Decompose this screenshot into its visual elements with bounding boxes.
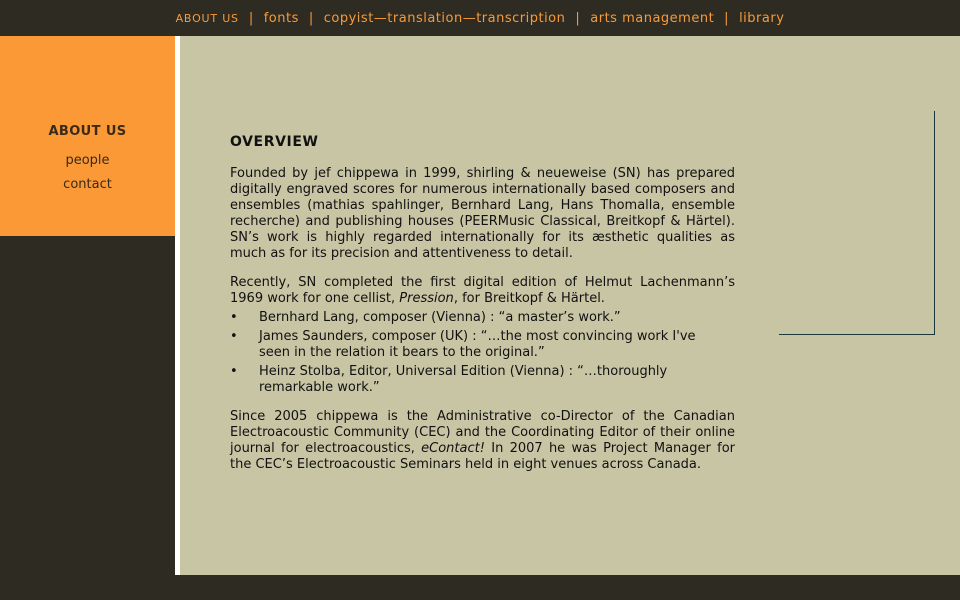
overview-paragraph: Founded by jef chippewa in 1999, shirling & neueweise (SN) has prepared digitally engraved scores for numerous internationally based composers and ensembles (mathias spahlinger, Bernhard Lang, Hans Thomalla, ensemble recherche) and publishing houses (PEERMusic Classical, Breitkopf & Härtel). SN’s work is highly regarded internationally for its æsthetic qualities as much as for its precision and attentiveness to detail. — [230, 166, 735, 261]
bullet-icon: • — [230, 329, 238, 344]
cec-paragraph — [230, 409, 735, 473]
list-item — [230, 329, 735, 361]
paragraph-text: , for Breitkopf & Härtel. — [453, 291, 605, 306]
top-navigation — [0, 0, 960, 36]
sidebar — [0, 36, 175, 236]
nav-fonts[interactable]: fonts — [263, 10, 299, 26]
journal-title: eContact! — [421, 441, 485, 456]
nav-arts-management[interactable]: arts management — [590, 10, 715, 26]
work-title: Pression — [399, 291, 454, 306]
paragraph-text: Since 2005 chippewa is the Administrative co-Director of the Canadian Electroacoustic Community (CEC) and the Coordinating Editor of their online journal for electroacoustics, — [230, 409, 735, 456]
main-content — [180, 36, 960, 575]
nav-separator: | — [308, 10, 314, 26]
sidebar-title: ABOUT US — [48, 124, 127, 139]
quote-text: Bernhard Lang, composer (Vienna) : “a master’s work.” — [259, 310, 621, 325]
quote-text: Heinz Stolba, Editor, Universal Edition (Vienna) : “…thoroughly remarkable work.” — [259, 364, 668, 395]
nav-copyist-translation-transcription[interactable]: copyist—translation—transcription — [323, 10, 566, 26]
article — [230, 133, 735, 486]
paragraph-text: Recently, SN completed the first digital edition of Helmut Lachenmann’s 1969 work for one cellist, — [230, 275, 735, 306]
testimonial-list — [230, 310, 735, 396]
nav-separator: | — [575, 10, 581, 26]
decorative-frame — [779, 111, 935, 335]
paragraph-text: In 2007 he was Project Manager for the CEC’s Electroacoustic Seminars held in eight venues across Canada. — [230, 441, 735, 472]
page-title: OVERVIEW — [230, 134, 319, 150]
bullet-icon: • — [230, 310, 238, 325]
lachenmann-paragraph — [230, 275, 735, 307]
nav-separator: | — [724, 10, 730, 26]
bullet-icon: • — [230, 364, 238, 379]
sidebar-link-contact[interactable]: contact — [63, 177, 112, 192]
nav-separator: | — [248, 10, 254, 26]
list-item — [230, 310, 735, 326]
quote-text: James Saunders, composer (UK) : “…the most convincing work I've seen in the relation it bears to the original.” — [259, 329, 696, 360]
nav-about-us[interactable]: ABOUT US — [175, 11, 239, 25]
sidebar-link-people[interactable]: people — [65, 153, 110, 168]
nav-library[interactable]: library — [739, 10, 785, 26]
list-item — [230, 364, 735, 396]
